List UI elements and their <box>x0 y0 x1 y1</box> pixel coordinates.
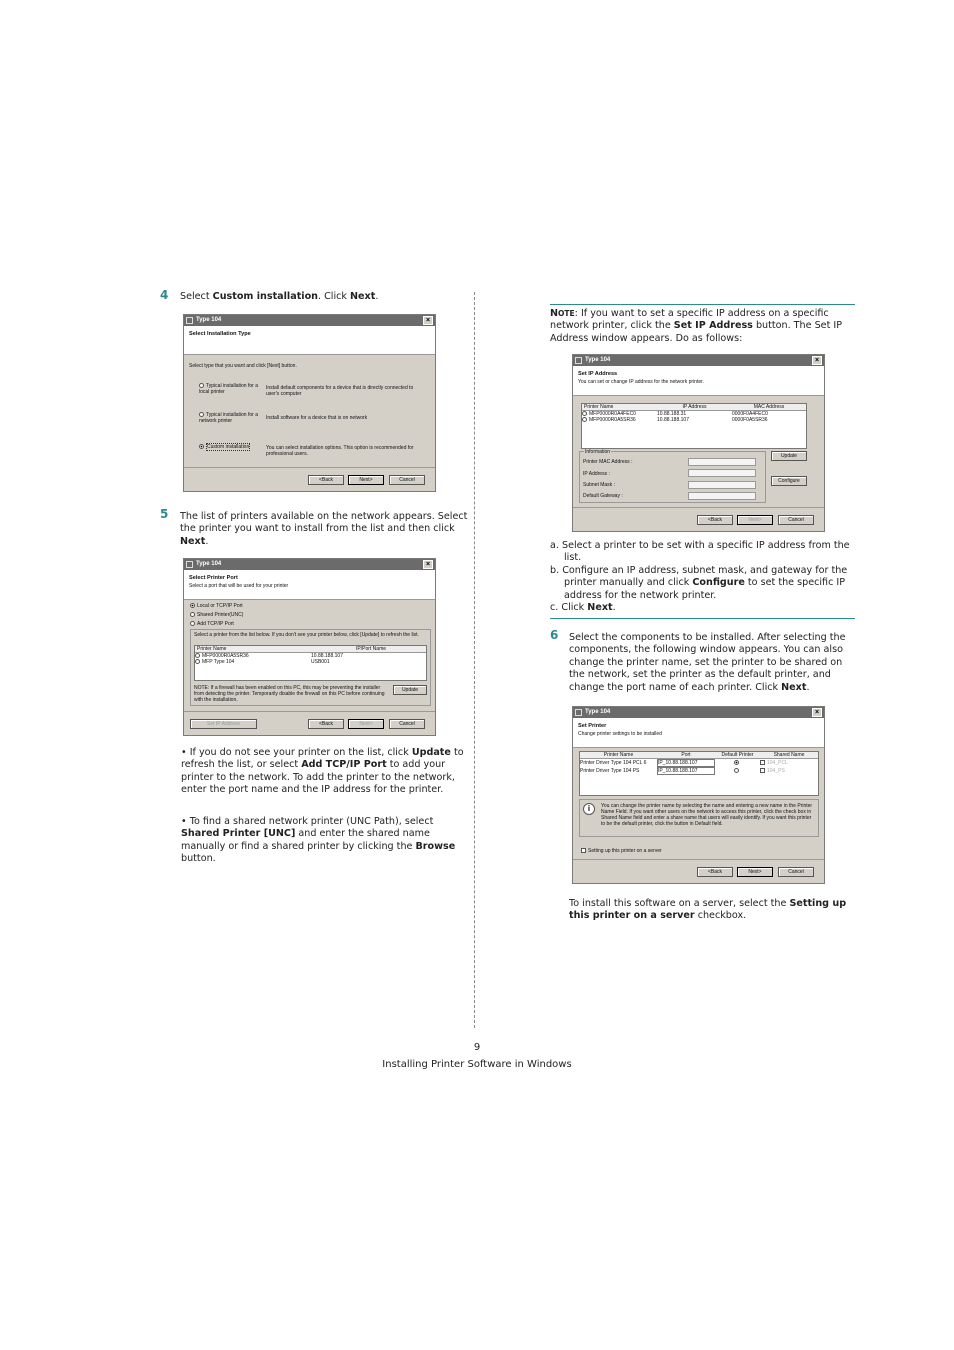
group-label: Information <box>585 449 611 455</box>
printer-list[interactable] <box>194 645 427 681</box>
subnet-mask-field[interactable] <box>688 481 756 489</box>
set-ip-address-dialog <box>572 354 825 532</box>
cancel-button[interactable]: Cancel <box>778 515 814 525</box>
option-desc: Install software for a device that is on network <box>266 415 368 421</box>
option-desc: Install default components for a device that is directly connected to user's computer <box>266 385 414 397</box>
set-printer-dialog <box>572 706 825 884</box>
note-rule-bottom <box>550 618 855 619</box>
column-header: Default Printer <box>721 752 754 758</box>
page-number: 9 <box>473 1042 481 1053</box>
column-header: IP Address <box>682 404 707 410</box>
column-header: Port <box>681 752 691 758</box>
field-label: Subnet Mask : <box>583 482 615 488</box>
column-header: Printer Name <box>584 404 614 410</box>
option-typical-network[interactable]: Typical installation for a network printer <box>199 412 258 424</box>
back-button[interactable]: <Back <box>697 515 733 525</box>
cancel-button[interactable]: Cancel <box>389 475 425 485</box>
dialog-subtitle: You can set or change IP address for the network printer. <box>578 379 704 385</box>
option-local-tcpip[interactable]: Local or TCP/IP Port <box>190 603 243 609</box>
step-text: Select the components to be installed. After selecting the components, the following window appears. You can also change the printer name, set the printer to be shared on the network, set the printer as the default printer, and change the port name of each printer. Click Next. <box>569 632 846 693</box>
dialog-title: Type 104 <box>196 317 222 323</box>
close-icon[interactable]: × <box>423 316 433 325</box>
back-button[interactable]: <Back <box>697 867 733 877</box>
gateway-field[interactable] <box>688 492 756 500</box>
option-custom[interactable]: Custom installation <box>199 444 259 450</box>
dialog-header: Set Printer <box>578 723 607 729</box>
column-divider <box>474 292 475 1028</box>
list-item-c: c. Click Next. <box>550 602 616 613</box>
update-button[interactable]: Update <box>393 685 427 695</box>
dialog-title: Type 104 <box>585 709 611 715</box>
dialog-prompt: Select type that you want and click [Next] button. <box>189 363 297 369</box>
option-typical-local[interactable]: Typical installation for a local printer <box>199 383 258 395</box>
table-row[interactable]: MFP0000R0A4FEC0 10.88.188.31 0000F0A4FEC0 <box>582 411 806 417</box>
dialog-title: Type 104 <box>196 561 222 567</box>
app-icon <box>575 709 582 716</box>
step-text: Select Custom installation. Click Next. <box>180 291 379 302</box>
set-ip-address-button[interactable]: Set IP Address <box>190 719 257 729</box>
dialog-subtitle: Change printer settings to be installed <box>578 731 662 737</box>
firewall-note: NOTE: If a firewall has been enabled on this PC, this may be preventing the installer from detecting the printer. Temporarily disable the firewall on this PC before continuing with the installation. <box>194 685 385 703</box>
step-text: The list of printers available on the network appears. Select the printer you want to install from the list and then click Next. <box>180 511 468 547</box>
note-rule-top <box>550 304 855 305</box>
dialog-header: Set IP Address <box>578 371 618 377</box>
close-icon[interactable]: × <box>812 356 822 365</box>
bullet-shared: • To find a shared network printer (UNC Path), select Shared Printer [UNC] and enter the shared name manually or find a shared printer by clicking the Browse button. <box>181 816 456 865</box>
table-row[interactable]: MFP0000R0A5SR36 10.88.188.107 0000F0A5SR36 <box>582 417 806 423</box>
step-number: 4 <box>160 288 169 302</box>
close-icon[interactable]: × <box>423 560 433 569</box>
column-header: Printer Name <box>197 646 227 652</box>
app-icon <box>186 561 193 568</box>
mac-address-field[interactable] <box>688 458 756 466</box>
option-shared-unc[interactable]: Shared Printer(UNC) <box>190 612 243 618</box>
list-item-a: a. Select a printer to be set with a specific IP address from the list. <box>550 540 850 564</box>
dialog-header: Select Installation Type <box>189 331 251 337</box>
field-label: IP Address : <box>583 471 610 477</box>
cancel-button[interactable]: Cancel <box>389 719 425 729</box>
next-button[interactable]: Next> <box>348 719 384 729</box>
field-label: Printer MAC Address : <box>583 459 633 465</box>
printer-port-dialog <box>183 558 436 736</box>
printer-settings-table[interactable] <box>579 751 819 796</box>
table-row[interactable]: MFP Type 104 USB001 <box>195 659 426 665</box>
list-hint: Select a printer from the list below. If you don't see your printer below, click [Update] to refresh the list. <box>194 632 419 638</box>
cancel-button[interactable]: Cancel <box>778 867 814 877</box>
info-text: You can change the printer name by selecting the name and entering a new name in the Printer Name Field. If you want other users on the network to access this printer, click the check box in Shared Name field and enter a share name that users will easily identify. If you want this printer to be the default printer, click the button in Default field. <box>601 803 813 827</box>
column-header: MAC Address <box>753 404 785 410</box>
configure-button[interactable]: Configure <box>771 476 807 486</box>
printer-list-group <box>190 629 431 706</box>
server-instructions: To install this software on a server, select the Setting up this printer on a server checkbox. <box>569 898 847 922</box>
bullet-update: • If you do not see your printer on the list, click Update to refresh the list, or select Add TCP/IP Port to add your printer to the network. To add the printer to the network, enter the port name and the IP address for the printer. <box>181 747 464 796</box>
info-panel <box>579 799 819 837</box>
option-desc: You can select installation options. This option is recommended for professional users. <box>266 445 414 457</box>
dialog-title: Type 104 <box>585 357 611 363</box>
update-button[interactable]: Update <box>771 451 807 461</box>
information-group <box>579 451 766 503</box>
app-icon <box>186 317 193 324</box>
table-row[interactable]: MFP0000R0A5SR36 10.88.188.107 <box>195 653 426 659</box>
table-row[interactable]: Printer Driver Type 104 PS IP_10.88.188.107 104_PS <box>580 768 785 774</box>
back-button[interactable]: <Back <box>308 475 344 485</box>
step-number: 5 <box>160 507 169 521</box>
option-add-tcpip[interactable]: Add TCP/IP Port <box>190 621 234 627</box>
column-header: Printer Name <box>603 752 634 758</box>
table-row[interactable]: Printer Driver Type 104 PCL 6 IP_10.88.188.107 104_PCL <box>580 760 788 766</box>
server-checkbox[interactable]: Setting up this printer on a server <box>581 848 662 854</box>
next-button[interactable]: Next> <box>737 515 773 525</box>
printer-list[interactable] <box>581 403 807 449</box>
field-label: Default Gateway : <box>583 493 623 499</box>
dialog-header: Select Printer Port <box>189 575 238 581</box>
close-icon[interactable]: × <box>812 708 822 717</box>
ip-address-field[interactable] <box>688 469 756 477</box>
back-button[interactable]: <Back <box>308 719 344 729</box>
next-button[interactable]: Next> <box>737 867 773 877</box>
list-item-b: b. Configure an IP address, subnet mask, and gateway for the printer manually and click Configure to set the specific IP address for the network printer. <box>550 565 848 601</box>
app-icon <box>575 357 582 364</box>
info-icon: i <box>583 803 595 815</box>
installation-type-dialog <box>183 314 436 492</box>
next-button[interactable]: Next> <box>348 475 384 485</box>
column-header: Shared Name <box>773 752 805 758</box>
dialog-subtitle: Select a port that will be used for your printer <box>189 583 289 589</box>
footer-title: Installing Printer Software in Windows <box>382 1059 572 1070</box>
step-number: 6 <box>550 628 559 642</box>
note-text: NOTE: If you want to set a specific IP address on a specific network printer, click the Set IP Address button. The Set IP Address window appears. Do as follows: <box>550 308 842 344</box>
column-header: IP/Port Name <box>356 646 387 652</box>
